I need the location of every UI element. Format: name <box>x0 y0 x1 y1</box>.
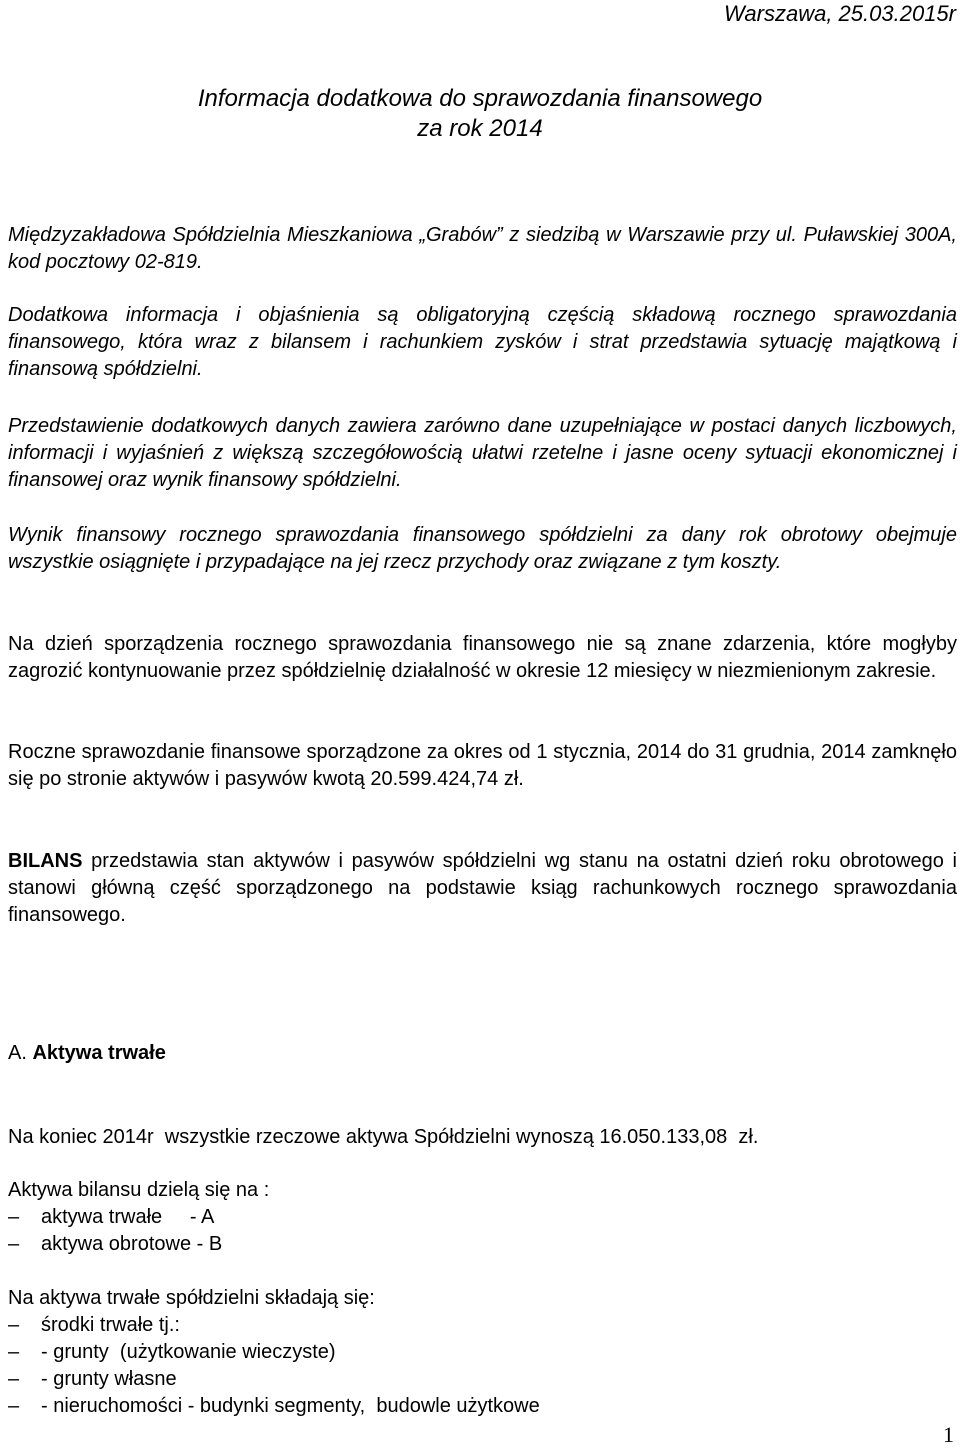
dash-bullet-icon: – <box>8 1314 20 1336</box>
list-item: – - grunty (użytkowanie wieczyste) <box>8 1339 540 1366</box>
assets-split-intro: Aktywa bilansu dzielą się na : <box>8 1179 270 1201</box>
paragraph-additional-data: Przedstawienie dodatkowych danych zawiera zarówno dane uzupełniające w postaci danych liczbowych, informacji i wyjaśnień z większą szczegółowością ułatwi rzetelne i jasne oceny sytuacji ekonomicznej i finansowej oraz wynik finansowy spółdzielni. <box>8 415 957 491</box>
document-date: Warszawa, 25.03.2015r <box>724 1 956 26</box>
list-item: – - grunty własne <box>8 1366 540 1393</box>
section-a-heading <box>8 1040 957 1067</box>
dash-bullet-icon: – <box>8 1233 20 1255</box>
section-a-prefix: A. <box>8 1042 33 1064</box>
document-title <box>0 84 960 144</box>
list-item: – aktywa trwałe - A <box>8 1204 222 1231</box>
list-item: – - nieruchomości - budynki segmenty, budowle użytkowe <box>8 1393 540 1420</box>
paragraph-going-concern: Na dzień sporządzenia rocznego sprawozdania finansowego nie są znane zdarzenia, które mogłyby zagrozić kontynuowanie przez spółdzielnię działalność w okresie 12 miesięcy w niezmienionym zakresie. <box>8 633 957 682</box>
paragraph-additional-info: Dodatkowa informacja i objaśnienia są obligatoryjną częścią składową rocznego sprawozdania finansowego, która wraz z bilansem i rachunkiem zysków i strat przedstawia sytuację majątkową i finansową spółdzielni. <box>8 304 957 380</box>
bilans-description: przedstawia stan aktywów i pasywów spółdzielni wg stanu na ostatni dzień roku obrotowego i stanowi główną część sporządzonego na podstawie ksiąg rachunkowych rocznego sprawozdania finansowego. <box>8 850 957 926</box>
paragraph-cooperative-address: Międzyzakładowa Spółdzielnia Mieszkaniowa „Grabów” z siedzibą w Warszawie przy ul. Puławskiej 300A, kod pocztowy 02-819. <box>8 224 957 273</box>
dash-bullet-icon: – <box>8 1368 20 1390</box>
assets-split-list <box>8 1204 222 1258</box>
dash-bullet-icon: – <box>8 1341 20 1363</box>
dash-bullet-icon: – <box>8 1395 20 1417</box>
page-number: 1 <box>943 1422 954 1447</box>
paragraph-financial-result: Wynik finansowy rocznego sprawozdania finansowego spółdzielni za dany rok obrotowy obejmuje wszystkie osiągnięte i przypadające na jej rzecz przychody oraz związane z tym koszty. <box>8 524 957 573</box>
title-line-2: za rok 2014 <box>417 115 543 142</box>
dash-bullet-icon: – <box>8 1206 20 1228</box>
title-line-1: Informacja dodatkowa do sprawozdania finansowego <box>197 85 763 112</box>
section-a-title: Aktywa trwałe <box>32 1042 166 1064</box>
list-item: – aktywa obrotowe - B <box>8 1231 222 1258</box>
list-item: – środki trwałe tj.: <box>8 1312 540 1339</box>
paragraph-fixed-assets-total: Na koniec 2014r wszystkie rzeczowe aktywa Spółdzielni wynoszą 16.050.133,08 zł. <box>8 1126 759 1148</box>
paragraph-bilans <box>8 848 957 929</box>
bilans-keyword: BILANS <box>8 850 83 872</box>
paragraph-balance-total: Roczne sprawozdanie finansowe sporządzone za okres od 1 stycznia, 2014 do 31 grudnia, 2014 zamknęło się po stronie aktywów i pasywów kwotą 20.599.424,74 zł. <box>8 741 957 790</box>
fixed-assets-intro: Na aktywa trwałe spółdzielni składają się: <box>8 1287 375 1309</box>
fixed-assets-list <box>8 1312 540 1420</box>
